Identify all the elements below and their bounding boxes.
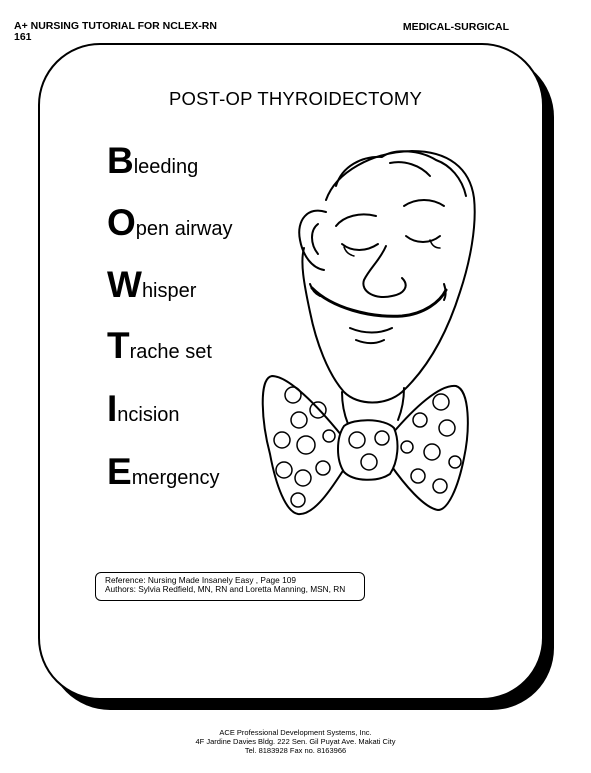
tutorial-title: A+ NURSING TUTORIAL FOR NCLEX-RN xyxy=(14,20,217,32)
left-eyebrow xyxy=(336,214,376,226)
page-footer xyxy=(0,728,591,755)
mnemonic-word-rest: rache set xyxy=(129,341,212,363)
reference-source: Reference: Nursing Made Insanely Easy , Page 109 xyxy=(105,575,296,585)
footer-contact: Tel. 8183928 Fax no. 8163966 xyxy=(244,746,347,755)
footer-company: ACE Professional Development Systems, Inc. xyxy=(219,728,372,737)
page-number: 161 xyxy=(14,31,32,43)
footer-address: 4F Jardine Davies Bldg. 222 Sen. Gil Puyat Ave. Makati City xyxy=(195,737,396,746)
mnemonic-letter: E xyxy=(107,451,132,492)
reference-box xyxy=(95,572,365,601)
right-eye xyxy=(406,236,440,242)
mnemonic-letter: I xyxy=(107,388,118,429)
chin-line xyxy=(350,328,392,333)
left-eye xyxy=(342,244,378,250)
mnemonic-letter: T xyxy=(107,325,130,366)
right-eyebrow xyxy=(404,200,444,206)
mnemonic-word-rest: mergency xyxy=(131,467,220,489)
mnemonic-word-rest: pen airway xyxy=(135,218,233,240)
section-label: MEDICAL-SURGICAL xyxy=(402,21,509,33)
mnemonic-letter: W xyxy=(107,264,142,305)
mnemonic-letter: B xyxy=(107,140,134,181)
mnemonic-word-rest: leeding xyxy=(133,156,199,178)
nose xyxy=(363,246,405,297)
head-outline xyxy=(302,151,474,403)
reference-authors: Authors: Sylvia Redfield, MN, RN and Loretta Manning, MSN, RN xyxy=(105,584,346,594)
bowtie-knot xyxy=(338,420,397,480)
neck-left xyxy=(342,392,348,424)
mnemonic-letter: O xyxy=(107,202,136,243)
smile xyxy=(312,288,446,316)
card-title: POST-OP THYROIDECTOMY xyxy=(169,88,422,109)
mnemonic-word-rest: ncision xyxy=(117,404,180,426)
hair-strand xyxy=(390,162,430,176)
mnemonic-word-rest: hisper xyxy=(141,280,197,302)
